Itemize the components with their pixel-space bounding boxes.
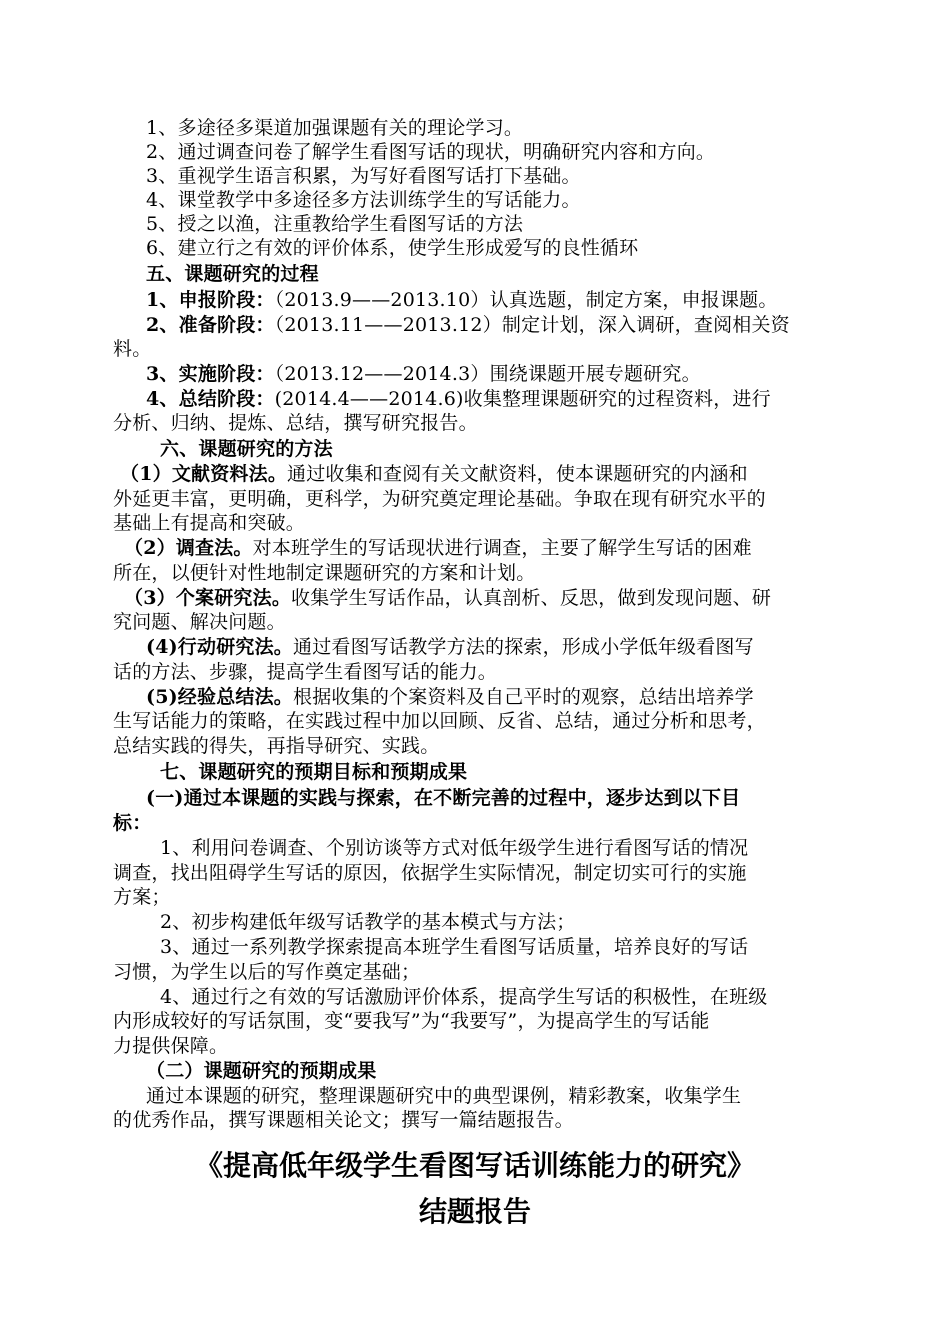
list-item: 6、建立行之有效的评价体系，使学生形成爱写的良性循环 [146, 237, 639, 259]
method-text: 话的方法、步骤，提高学生看图写话的能力。 [113, 661, 498, 683]
stage-label: 4、总结阶段： [146, 388, 275, 410]
section-heading: 六、课题研究的方法 [160, 438, 333, 460]
method-label: (4)行动研究法。 [146, 636, 294, 658]
stage-text: (2014.4——2014.6)收集整理课题研究的过程资料，进行 [274, 388, 771, 410]
method-label: (5)经验总结法。 [146, 686, 294, 708]
list-item: 2、通过调查问卷了解学生看图写话的现状，明确研究内容和方向。 [146, 141, 716, 163]
method-label: （3）个案研究法。 [124, 587, 292, 609]
method-text: 总结实践的得失，再指导研究、实践。 [113, 735, 440, 757]
method-text: 根据收集的个案资料及自己平时的观察，总结出培养学 [293, 686, 754, 708]
list-item: 4、课堂教学中多途径多方法训练学生的写话能力。 [146, 189, 581, 211]
stage-line [146, 313, 790, 337]
outcome-text: 的优秀作品，撰写课题相关论文；撰写一篇结题报告。 [113, 1109, 574, 1131]
method-line [146, 685, 754, 709]
stage-text: （2013.12——2014.3）围绕课题开展专题研究。 [274, 363, 701, 385]
method-label: （1）文献资料法。 [120, 463, 288, 485]
method-text: 生写话能力的策略，在实践过程中加以回顾、反省、总结，通过分析和思考， [113, 710, 766, 732]
list-item: 5、授之以渔，注重教给学生看图写话的方法 [146, 213, 524, 235]
stage-text: （2013.11——2013.12）制定计划，深入调研，查阅相关资 [274, 314, 790, 336]
method-line [146, 635, 754, 659]
list-item: 3、重视学生语言积累，为写好看图写话打下基础。 [146, 165, 581, 187]
stage-label: 2、准备阶段： [146, 314, 275, 336]
method-text: 对本班学生的写话现状进行调查，主要了解学生写话的困难 [252, 537, 752, 559]
goal-text: 内形成较好的写话氛围，变“要我写”为“我要写”，为提高学生的写话能 [113, 1010, 710, 1032]
outcome-text: 通过本课题的研究，整理课题研究中的典型课例，精彩教案，收集学生 [146, 1085, 742, 1107]
method-text: 通过看图写话教学方法的探索，形成小学低年级看图写 [293, 636, 754, 658]
method-line [120, 462, 748, 486]
list-item: 1、多途径多渠道加强课题有关的理论学习。 [146, 117, 524, 139]
stage-continuation: 料。 [113, 338, 152, 360]
stage-line [146, 288, 778, 312]
method-text: 究问题、解决问题。 [113, 611, 286, 633]
goal-text: 调查，找出阻碍学生写话的原因，依据学生实际情况，制定切实可行的实施 [113, 862, 747, 884]
report-title: 《提高低年级学生看图写话训练能力的研究》 [194, 1149, 755, 1182]
subsection-heading: （二）课题研究的预期成果 [146, 1060, 377, 1082]
method-text: 外延更丰富，更明确，更科学，为研究奠定理论基础。争取在现有研究水平的 [113, 488, 766, 510]
stage-continuation: 分析、归纳、提炼、总结，撰写研究报告。 [113, 412, 478, 434]
goal-text: 1、利用问卷调查、个别访谈等方式对低年级学生进行看图写话的情况 [160, 837, 749, 859]
method-text: 所在，以便针对性地制定课题研究的方案和计划。 [113, 562, 536, 584]
method-text: 通过收集和查阅有关文献资料，使本课题研究的内涵和 [287, 463, 748, 485]
report-subtitle: 结题报告 [418, 1195, 531, 1228]
subsection-heading-cont: 标： [113, 812, 152, 834]
stage-text: （2013.9——2013.10）认真选题，制定方案，申报课题。 [274, 289, 778, 311]
method-line [124, 586, 771, 610]
goal-text: 习惯，为学生以后的写作奠定基础； [113, 961, 421, 983]
stage-line [146, 362, 701, 386]
goal-text: 方案； [113, 886, 171, 908]
stage-line [146, 387, 771, 411]
subsection-heading: (一)通过本课题的实践与探索，在不断完善的过程中，逐步达到以下目 [146, 787, 741, 809]
stage-label: 3、实施阶段： [146, 363, 275, 385]
method-label: （2）调查法。 [124, 537, 253, 559]
stage-label: 1、申报阶段： [146, 289, 275, 311]
method-line [124, 536, 752, 560]
goal-text: 3、通过一系列教学探索提高本班学生看图写话质量，培养良好的写话 [160, 936, 749, 958]
method-text: 收集学生写话作品，认真剖析、反思，做到发现问题、研 [291, 587, 772, 609]
goal-text: 2、初步构建低年级写话教学的基本模式与方法； [160, 911, 576, 933]
method-text: 基础上有提高和突破。 [113, 512, 306, 534]
section-heading: 七、课题研究的预期目标和预期成果 [160, 761, 468, 783]
goal-text: 4、通过行之有效的写话激励评价体系，提高学生写话的积极性，在班级 [160, 986, 768, 1008]
goal-text: 力提供保障。 [113, 1035, 229, 1057]
section-heading: 五、课题研究的过程 [146, 263, 319, 285]
